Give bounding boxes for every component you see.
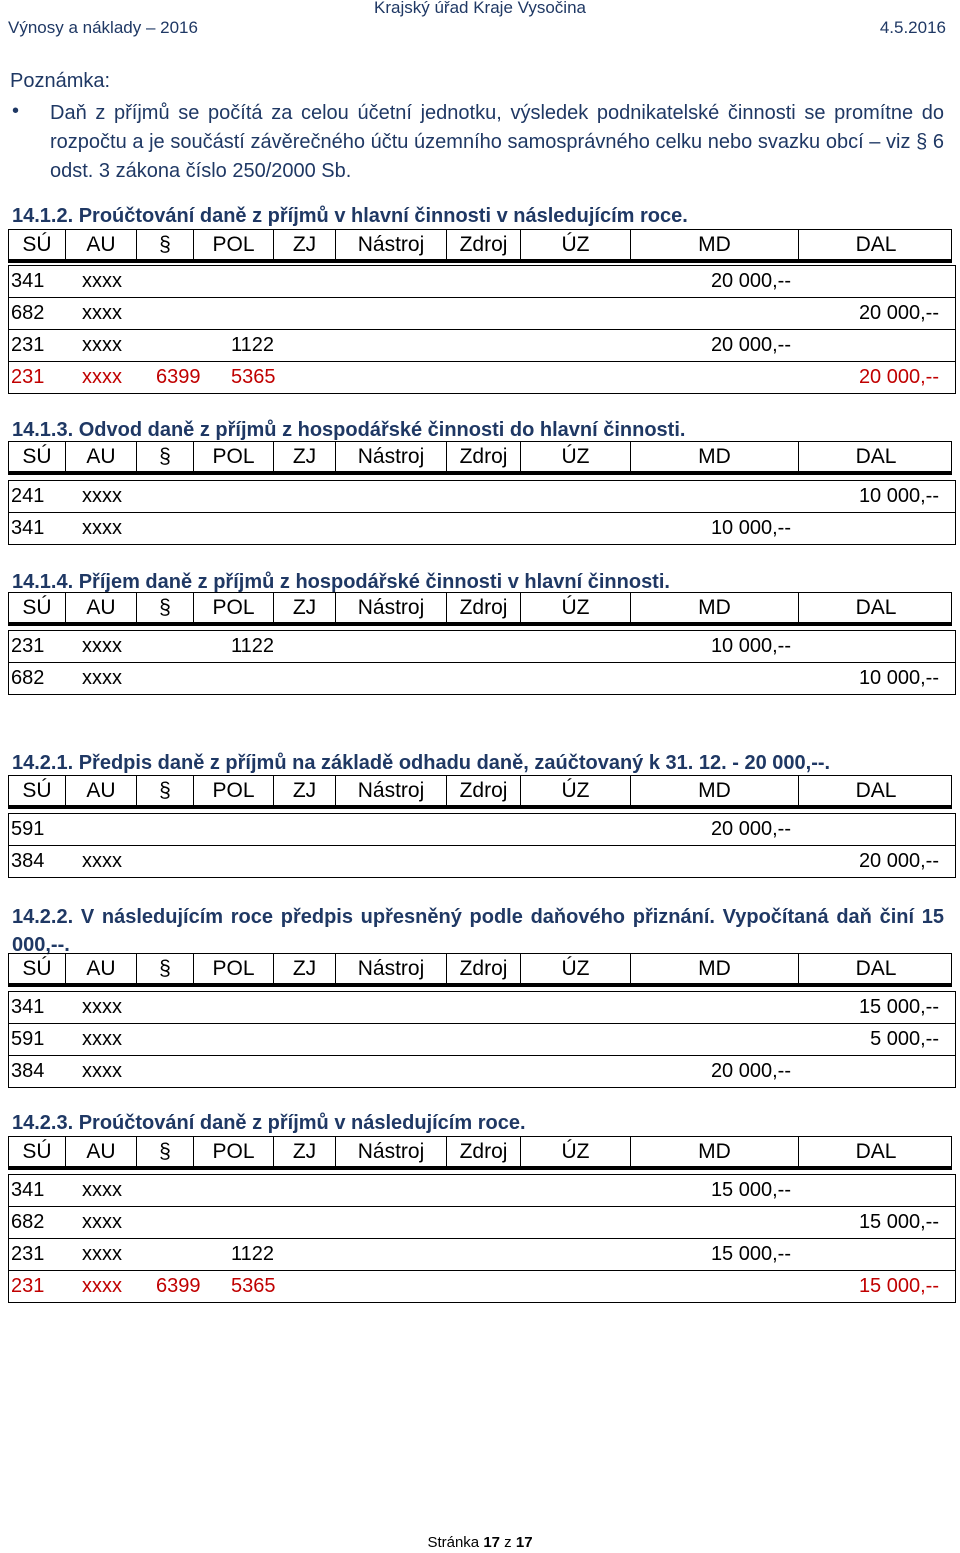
column-header-cell: ÚZ <box>521 593 631 623</box>
cell-su: 384 <box>11 850 45 872</box>
column-header <box>8 441 952 475</box>
cell-su: 341 <box>11 996 45 1018</box>
column-header-cell: ZJ <box>274 776 336 806</box>
table-row <box>9 1056 955 1087</box>
section-title: 14.2.1. Předpis daně z příjmů na základě odhadu daně, zaúčtovaný k 31. 12. - 20 000,--. <box>12 752 831 774</box>
column-header-cell: SÚ <box>9 1137 66 1167</box>
table-row <box>9 1207 955 1239</box>
column-header-cell: SÚ <box>9 593 66 623</box>
page-footer <box>0 1534 960 1551</box>
entry-table <box>8 991 956 1088</box>
cell-su: 591 <box>11 818 45 840</box>
footer-mid: z <box>500 1534 516 1551</box>
cell-su: 384 <box>11 1060 45 1082</box>
note-title: Poznámka: <box>10 70 111 92</box>
column-header <box>8 229 952 263</box>
cell-su: 231 <box>11 1275 45 1297</box>
column-header-cell: ÚZ <box>521 1137 631 1167</box>
footer-page: 17 <box>483 1534 501 1551</box>
cell-au: xxxx <box>82 996 122 1018</box>
section-title: 14.1.2. Proúčtování daně z příjmů v hlavní činnosti v následujícím roce. <box>12 205 688 227</box>
column-header-cell: ZJ <box>274 1137 336 1167</box>
column-header-cell: AU <box>66 230 137 260</box>
table-row <box>9 631 955 663</box>
cell-su: 231 <box>11 635 45 657</box>
cell-su: 591 <box>11 1028 45 1050</box>
section-title: 14.2.2. V následujícím roce předpis upřesněný podle daňového přiznání. Vypočítaná daň činí 15 000,--. <box>12 906 944 956</box>
cell-pol: 1122 <box>231 334 275 356</box>
table-row <box>9 266 955 298</box>
column-header-cell: DAL <box>855 445 897 468</box>
cell-au: xxxx <box>82 517 122 539</box>
table-row <box>9 992 955 1024</box>
cell-dal: 20 000,-- <box>858 366 939 388</box>
cell-au: xxxx <box>82 1060 122 1082</box>
column-header-cell: MD <box>631 954 799 984</box>
cell-au: xxxx <box>82 1243 122 1265</box>
column-header-cell: § <box>137 954 194 984</box>
cell-pol: 1122 <box>231 1243 275 1265</box>
cell-x: 6399 <box>156 366 201 388</box>
cell-su: 231 <box>11 334 45 356</box>
column-header <box>8 953 952 987</box>
section-title: 14.1.3. Odvod daně z příjmů z hospodářské činnosti do hlavní činnosti. <box>12 419 686 441</box>
column-header <box>8 592 952 626</box>
cell-md: 10 000,-- <box>710 517 791 539</box>
cell-md: 20 000,-- <box>710 818 791 840</box>
entry-table <box>8 630 956 695</box>
cell-su: 682 <box>11 302 45 324</box>
table-row <box>9 846 955 877</box>
cell-pol: 5365 <box>231 366 276 388</box>
header-center: Krajský úřad Kraje Vysočina <box>374 0 586 17</box>
entry-table <box>8 265 956 394</box>
table-row <box>9 1239 955 1271</box>
column-header-cell: Zdroj <box>447 954 521 984</box>
cell-dal: 20 000,-- <box>858 850 939 872</box>
column-header-cell: ÚZ <box>521 230 631 260</box>
table-row <box>9 1024 955 1056</box>
cell-su: 231 <box>11 366 45 388</box>
column-header-cell: AU <box>66 954 137 984</box>
column-header-cell: § <box>137 230 194 260</box>
column-header-cell: ÚZ <box>521 954 631 984</box>
table-row <box>9 481 955 513</box>
column-header-cell: § <box>137 776 194 806</box>
cell-su: 341 <box>11 517 45 539</box>
column-header-cell: DAL <box>855 779 897 802</box>
column-header-cell: POL <box>194 1137 274 1167</box>
cell-dal: 20 000,-- <box>858 302 939 324</box>
cell-su: 241 <box>11 485 45 507</box>
column-header-cell: AU <box>66 776 137 806</box>
cell-pol: 5365 <box>231 1275 276 1297</box>
cell-su: 231 <box>11 1243 45 1265</box>
cell-su: 682 <box>11 667 45 689</box>
column-header-cell: POL <box>194 776 274 806</box>
column-header-cell: Nástroj <box>336 230 447 260</box>
column-header-cell: POL <box>194 442 274 472</box>
column-header-cell: SÚ <box>9 442 66 472</box>
table-row <box>9 814 955 846</box>
footer-total: 17 <box>515 1534 533 1551</box>
column-header-cell: MD <box>631 593 799 623</box>
cell-md: 10 000,-- <box>710 635 791 657</box>
cell-dal: 15 000,-- <box>858 1275 939 1297</box>
table-row <box>9 298 955 330</box>
column-header-cell: ZJ <box>274 593 336 623</box>
column-header-cell: SÚ <box>9 776 66 806</box>
cell-au: xxxx <box>82 1211 122 1233</box>
column-header-cell: Zdroj <box>447 442 521 472</box>
column-header-cell: ZJ <box>274 954 336 984</box>
cell-au: xxxx <box>82 667 122 689</box>
section-title: 14.1.4. Příjem daně z příjmů z hospodářské činnosti v hlavní činnosti. <box>12 571 670 593</box>
column-header-cell: § <box>137 442 194 472</box>
cell-md: 15 000,-- <box>710 1243 791 1265</box>
entry-table <box>8 1174 956 1303</box>
page-header <box>0 0 960 40</box>
column-header-cell: Zdroj <box>447 776 521 806</box>
column-header-cell: AU <box>66 593 137 623</box>
table-row <box>9 330 955 362</box>
column-header-cell: MD <box>631 230 799 260</box>
column-header-cell: MD <box>631 776 799 806</box>
cell-au: xxxx <box>82 270 122 292</box>
cell-dal: 10 000,-- <box>858 485 939 507</box>
cell-dal: 15 000,-- <box>858 996 939 1018</box>
section-title: 14.2.3. Proúčtování daně z příjmů v následujícím roce. <box>12 1112 526 1134</box>
column-header-cell: Nástroj <box>336 442 447 472</box>
cell-dal: 5 000,-- <box>870 1028 939 1050</box>
table-row <box>9 1175 955 1207</box>
column-header-cell: Zdroj <box>447 230 521 260</box>
column-header <box>8 775 952 809</box>
cell-au: xxxx <box>82 485 122 507</box>
column-header <box>8 1136 952 1170</box>
cell-au: xxxx <box>82 850 122 872</box>
table-row <box>9 362 955 393</box>
column-header-cell: Nástroj <box>336 593 447 623</box>
cell-au: xxxx <box>82 1275 122 1297</box>
entry-table <box>8 480 956 545</box>
column-header-cell: § <box>137 593 194 623</box>
cell-md: 20 000,-- <box>710 1060 791 1082</box>
cell-md: 15 000,-- <box>710 1179 791 1201</box>
column-header-cell: Nástroj <box>336 1137 447 1167</box>
cell-au: xxxx <box>82 1028 122 1050</box>
column-header-cell: ÚZ <box>521 442 631 472</box>
column-header-cell: ZJ <box>274 442 336 472</box>
column-header-cell: DAL <box>855 1140 897 1163</box>
column-header-cell: DAL <box>855 233 897 256</box>
cell-pol: 1122 <box>231 635 275 657</box>
column-header-cell: POL <box>194 230 274 260</box>
column-header-cell: Nástroj <box>336 954 447 984</box>
cell-x: 6399 <box>156 1275 201 1297</box>
cell-au: xxxx <box>82 302 122 324</box>
column-header-cell: SÚ <box>9 954 66 984</box>
column-header-cell: DAL <box>855 957 897 980</box>
cell-su: 341 <box>11 1179 45 1201</box>
note-text: Daň z příjmů se počítá za celou účetní jednotku, výsledek podnikatelské činnosti se promítne do rozpočtu a je součástí závěrečného účtu územního samosprávného celku nebo svazku obcí – viz § 6 odst. 3 zákona číslo 250/2000 Sb. <box>50 102 944 182</box>
entry-table <box>8 813 956 878</box>
column-header-cell: DAL <box>855 596 897 619</box>
column-header-cell: Zdroj <box>447 1137 521 1167</box>
cell-md: 20 000,-- <box>710 334 791 356</box>
column-header-cell: POL <box>194 593 274 623</box>
cell-au: xxxx <box>82 334 122 356</box>
column-header-cell: SÚ <box>9 230 66 260</box>
cell-md: 20 000,-- <box>710 270 791 292</box>
column-header-cell: Nástroj <box>336 776 447 806</box>
table-row <box>9 513 955 544</box>
cell-dal: 15 000,-- <box>858 1211 939 1233</box>
column-header-cell: POL <box>194 954 274 984</box>
column-header-cell: ÚZ <box>521 776 631 806</box>
cell-au: xxxx <box>82 1179 122 1201</box>
column-header-cell: § <box>137 1137 194 1167</box>
cell-dal: 10 000,-- <box>858 667 939 689</box>
column-header-cell: ZJ <box>274 230 336 260</box>
header-left: Výnosy a náklady – 2016 <box>8 18 198 37</box>
column-header-cell: AU <box>66 1137 137 1167</box>
column-header-cell: MD <box>631 1137 799 1167</box>
cell-au: xxxx <box>82 366 122 388</box>
table-row <box>9 663 955 694</box>
header-right: 4.5.2016 <box>879 18 946 37</box>
bullet-icon: • <box>12 100 20 122</box>
column-header-cell: AU <box>66 442 137 472</box>
column-header-cell: MD <box>631 442 799 472</box>
cell-su: 682 <box>11 1211 45 1233</box>
footer-prefix: Stránka <box>427 1534 484 1551</box>
column-header-cell: Zdroj <box>447 593 521 623</box>
cell-au: xxxx <box>82 635 122 657</box>
cell-su: 341 <box>11 270 45 292</box>
table-row <box>9 1271 955 1302</box>
